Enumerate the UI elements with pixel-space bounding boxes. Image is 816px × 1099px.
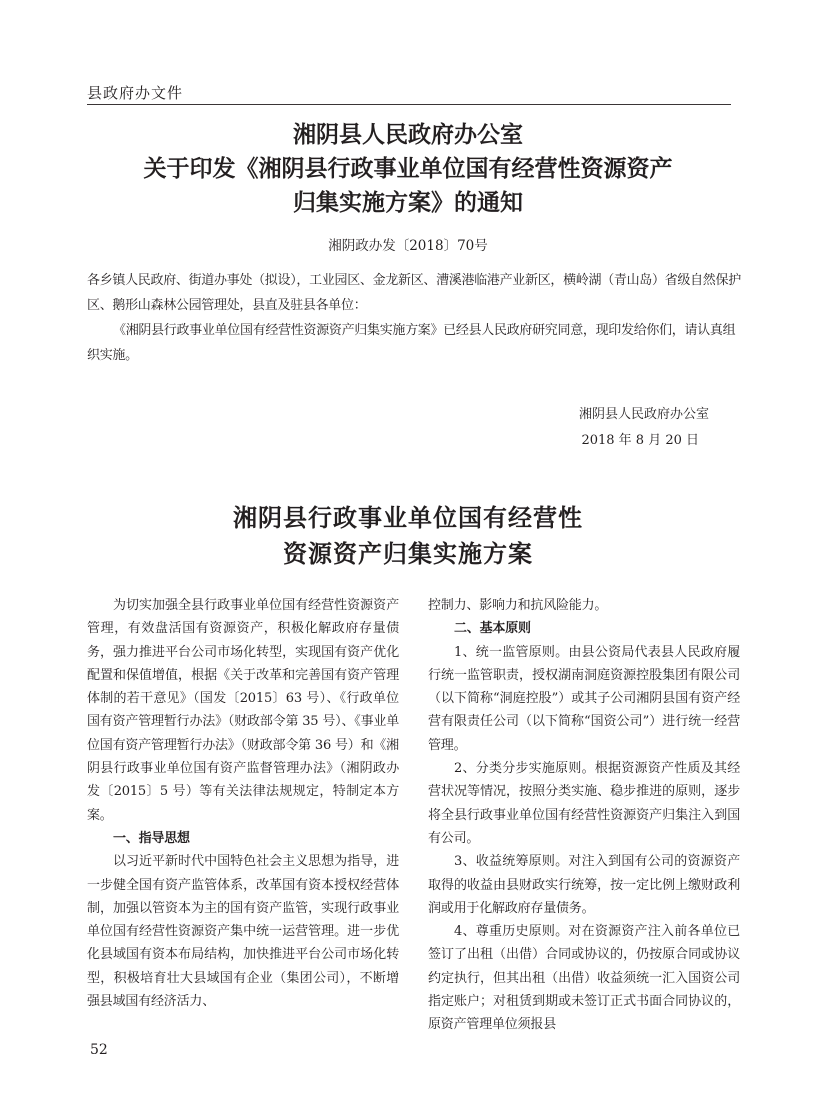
section-heading: 一、指导思想	[113, 830, 190, 846]
notice-body	[87, 268, 747, 368]
section-paragraph: 以习近平新时代中国特色社会主义思想为指导，进一步健全国有资产监管体系，改革国有资本授权经营体制，加强以管资本为主的国有资产监管，实现行政事业单位国有经营性资源资产集中统一运营管理。进一步优化县域国有资本布局结构，加快推进平台公司市场化转型，积极培育壮大县域国有企业（集团公司），不断增强县域国有经济活力、	[87, 854, 399, 1010]
plan-title-line: 湘阴县行政事业单位国有经营性	[233, 503, 583, 532]
right-column	[428, 594, 740, 1037]
principle-paragraph: 4、尊重历史原则。对在资源资产注入前各单位已签订了出租（出借）合同或协议的，仍按原合同或协议约定执行，但其出租（出借）收益须统一汇入国资公司指定账户；对租赁到期或未签订正式书面合同协议的，原资产管理单位须报县	[428, 924, 740, 1033]
signature-org: 湘阴县人民政府办公室	[578, 407, 709, 422]
signature-date: 2018 年 8 月 20 日	[581, 433, 699, 448]
notice-paragraph: 《湘阴县行政事业单位国有经营性资源资产归集实施方案》已经县人民政府研究同意，现印发给你们，请认真组织实施。	[87, 323, 736, 363]
left-column	[87, 594, 399, 1013]
page-number: 52	[90, 1042, 108, 1058]
plan-title	[0, 500, 816, 572]
signature-block	[579, 402, 709, 454]
principle-paragraph: 1、统一监管原则。由县公资局代表县人民政府履行统一监管职责，授权湖南洞庭资源控股集团有限公司（以下简称“洞庭控股”）或其子公司湘阴县国有资产经营有限责任公司（以下简称“国资公司”）进行统一经营管理。	[428, 644, 740, 753]
notice-title-line: 湘阴县人民政府办公室	[293, 121, 523, 148]
intro-paragraph: 为切实加强全县行政事业单位国有经营性资源资产管理，有效盘活国有资源资产，积极化解政府存量债务，强力推进平台公司市场化转型，实现国有资产优化配置和保值增值，根据《关于改革和完善国有资产管理体制的若干意见》（国发〔2015〕63 号）、《行政单位国有资产管理暂行办法》（财政部令第 35 号）、《事业单位国有资产管理暂行办法》（财政部令第 36 号）和《湘阴县行政事业单位国有资产监督管理办法》（湘阴政办发〔2015〕5 号）等有关法律法规规定，特制定本方案。	[87, 598, 399, 823]
continued-paragraph: 控制力、影响力和抗风险能力。	[428, 598, 608, 613]
running-head: 县政府办文件	[87, 84, 184, 102]
recipients: 各乡镇人民政府、街道办事处（拟设），工业园区、金龙新区、漕溪港临港产业新区，横岭湖（青山岛）省级自然保护区、鹅形山森林公园管理处，县直及驻县各单位：	[87, 273, 741, 313]
principle-paragraph: 2、分类分步实施原则。根据资源资产性质及其经营状况等情况，按照分类实施、稳步推进的原则，逐步将全县行政事业单位国有经营性资源资产归集注入到国有公司。	[428, 761, 740, 846]
header-divider	[87, 104, 731, 105]
principle-paragraph: 3、收益统筹原则。对注入到国有公司的资源资产取得的收益由县财政实行统筹，按一定比例上缴财政利润或用于化解政府存量债务。	[428, 854, 740, 916]
notice-title	[0, 118, 816, 220]
notice-title-line: 关于印发《湘阴县行政事业单位国有经营性资源资产	[143, 155, 673, 182]
document-number: 湘阴政办发〔2018〕70号	[328, 238, 488, 254]
plan-title-line: 资源资产归集实施方案	[283, 539, 533, 568]
section-heading: 二、基本原则	[454, 621, 531, 637]
notice-title-line: 归集实施方案》的通知	[293, 189, 523, 216]
